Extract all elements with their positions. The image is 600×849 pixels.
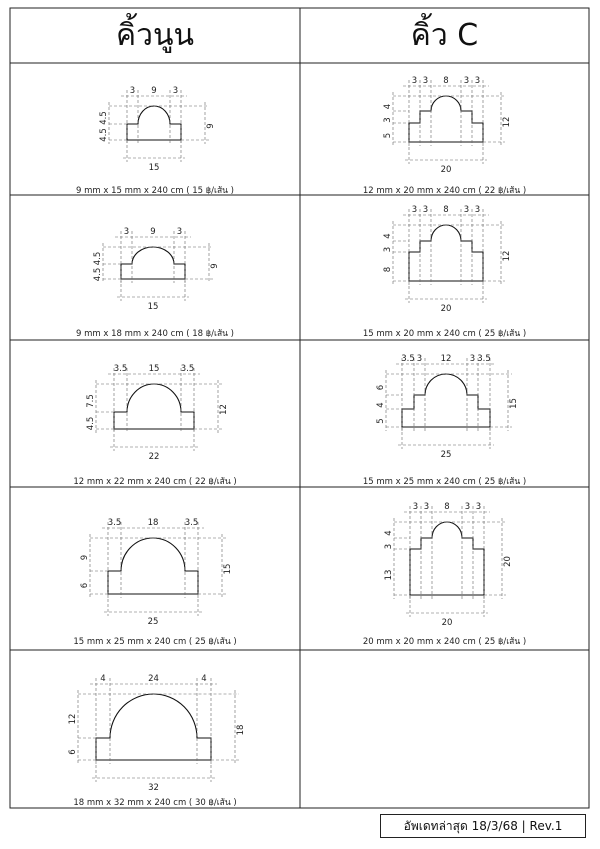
dimension-label: 3	[475, 502, 482, 512]
dimension-label: 20	[503, 556, 513, 567]
dimension-label: 4	[100, 674, 106, 684]
dimension-label: 12	[440, 354, 452, 364]
dimension-label: 9	[151, 86, 157, 96]
dimension-label: 3.5	[401, 354, 415, 364]
dimension-label: 3	[474, 76, 481, 86]
dimension-label: 20	[440, 165, 452, 175]
caption-right-2: 15 mm x 20 mm x 240 cm ( 25 ฿/เส้น )	[362, 329, 527, 339]
profile-left-4	[80, 518, 233, 627]
dimension-label: 6	[68, 749, 78, 755]
dimension-label: 9	[80, 554, 90, 561]
profile-outline	[402, 374, 490, 427]
dimension-label: 4	[383, 103, 393, 110]
caption-left-4: 15 mm x 25 mm x 240 cm ( 25 ฿/เส้น )	[73, 637, 237, 647]
caption-left-5: 18 mm x 32 mm x 240 cm ( 30 ฿/เส้น )	[73, 798, 237, 808]
dimension-label: 6	[376, 384, 386, 391]
dimension-label: 4	[383, 233, 393, 239]
dimension-label: 3	[129, 86, 136, 96]
dimension-label: 9	[206, 123, 216, 129]
dimension-label: 7.5	[86, 394, 96, 408]
dimension-label: 32	[148, 783, 159, 793]
dimension-label: 3	[384, 543, 394, 550]
dimension-label: 4.5	[93, 251, 103, 266]
dimension-label: 4.5	[99, 111, 109, 125]
dimension-label: 4.5	[93, 267, 103, 282]
dimension-label: 3	[474, 205, 481, 215]
dimension-label: 4.5	[99, 128, 109, 142]
profile-right-4	[384, 502, 513, 628]
dimension-label: 15	[148, 163, 160, 173]
profile-outline	[96, 694, 211, 760]
dimension-label: 18	[236, 724, 246, 736]
profile-outline	[409, 225, 483, 281]
dimension-label: 3	[412, 502, 419, 512]
dimension-label: 3	[422, 76, 429, 86]
dimension-label: 15	[147, 302, 159, 312]
dimension-label: 12	[219, 404, 229, 415]
profile-left-3	[86, 364, 229, 462]
dimension-label: 6	[80, 582, 90, 589]
dimension-label: 8	[443, 205, 449, 215]
dimension-label: 3.5	[113, 364, 128, 374]
profile-right-2	[383, 205, 512, 314]
dimension-label: 5	[383, 132, 393, 139]
dimension-label: 3	[172, 86, 179, 96]
dimension-label: 15	[148, 364, 160, 374]
dimension-label: 25	[440, 450, 452, 460]
dimension-label: 3	[469, 354, 476, 364]
dimension-label: 3.5	[477, 354, 491, 364]
dimension-label: 3	[463, 76, 470, 86]
profile-left-1	[99, 86, 216, 173]
header-right: คิ้ว C	[410, 18, 479, 53]
dimension-label: 8	[444, 502, 450, 512]
profile-outline	[108, 538, 198, 594]
dimension-label: 25	[147, 617, 159, 627]
dimension-label: 15	[509, 398, 519, 409]
caption-right-3: 15 mm x 25 mm x 240 cm ( 25 ฿/เส้น )	[362, 477, 527, 487]
dimension-label: 12	[502, 250, 512, 262]
caption-left-2: 9 mm x 18 mm x 240 cm ( 18 ฿/เส้น )	[76, 329, 234, 339]
dimension-label: 3.5	[107, 518, 122, 528]
revision-box: อัพเดทล่าสุด 18/3/68 | Rev.1	[380, 814, 586, 838]
dimension-label: 20	[441, 618, 453, 628]
dimension-label: 3	[463, 205, 470, 215]
dimension-label: 4	[201, 674, 207, 684]
dimension-label: 3	[411, 76, 418, 86]
dimension-label: 3	[123, 227, 130, 237]
dimension-label: 3	[411, 205, 418, 215]
dimension-label: 18	[147, 518, 159, 528]
dimension-label: 3.5	[180, 364, 195, 374]
dimension-label: 8	[443, 76, 449, 86]
dimension-label: 3	[383, 117, 393, 123]
profile-right-3	[376, 354, 519, 460]
dimension-label: 3	[464, 502, 471, 512]
dimension-label: 3	[416, 354, 423, 364]
dimension-label: 3	[383, 246, 393, 253]
dimension-label: 3	[176, 227, 183, 237]
dimension-label: 4	[376, 402, 386, 408]
profile-left-2	[93, 227, 220, 312]
dimension-label: 13	[384, 569, 394, 581]
dimension-label: 15	[223, 563, 233, 575]
caption-right-1: 12 mm x 20 mm x 240 cm ( 22 ฿/เส้น )	[362, 186, 527, 196]
dimension-label: 8	[383, 266, 393, 273]
dimension-label: 4	[384, 530, 394, 536]
dimension-label: 22	[148, 452, 160, 462]
dimension-label: 12	[68, 713, 78, 725]
dimension-label: 12	[502, 116, 512, 128]
profile-outline	[114, 384, 194, 429]
dimension-label: 3	[422, 205, 429, 215]
caption-left-1: 9 mm x 15 mm x 240 cm ( 15 ฿/เส้น )	[76, 186, 234, 196]
caption-right-4: 20 mm x 20 mm x 240 cm ( 25 ฿/เส้น )	[362, 637, 527, 647]
profile-left-5	[68, 674, 246, 793]
dimension-label: 9	[150, 227, 156, 237]
dimension-label: 3	[423, 502, 430, 512]
dimension-label: 5	[376, 418, 386, 424]
dimension-label: 24	[148, 674, 159, 684]
header-left: คิ้วนูน	[116, 18, 194, 53]
dimension-label: 4.5	[86, 416, 96, 431]
profile-outline	[127, 106, 181, 140]
dimension-label: 9	[210, 263, 220, 269]
profile-outline	[121, 247, 185, 279]
dimension-label: 20	[440, 304, 452, 314]
profile-right-1	[383, 76, 512, 175]
caption-left-3: 12 mm x 22 mm x 240 cm ( 22 ฿/เส้น )	[73, 477, 237, 487]
dimension-label: 3.5	[184, 518, 199, 528]
